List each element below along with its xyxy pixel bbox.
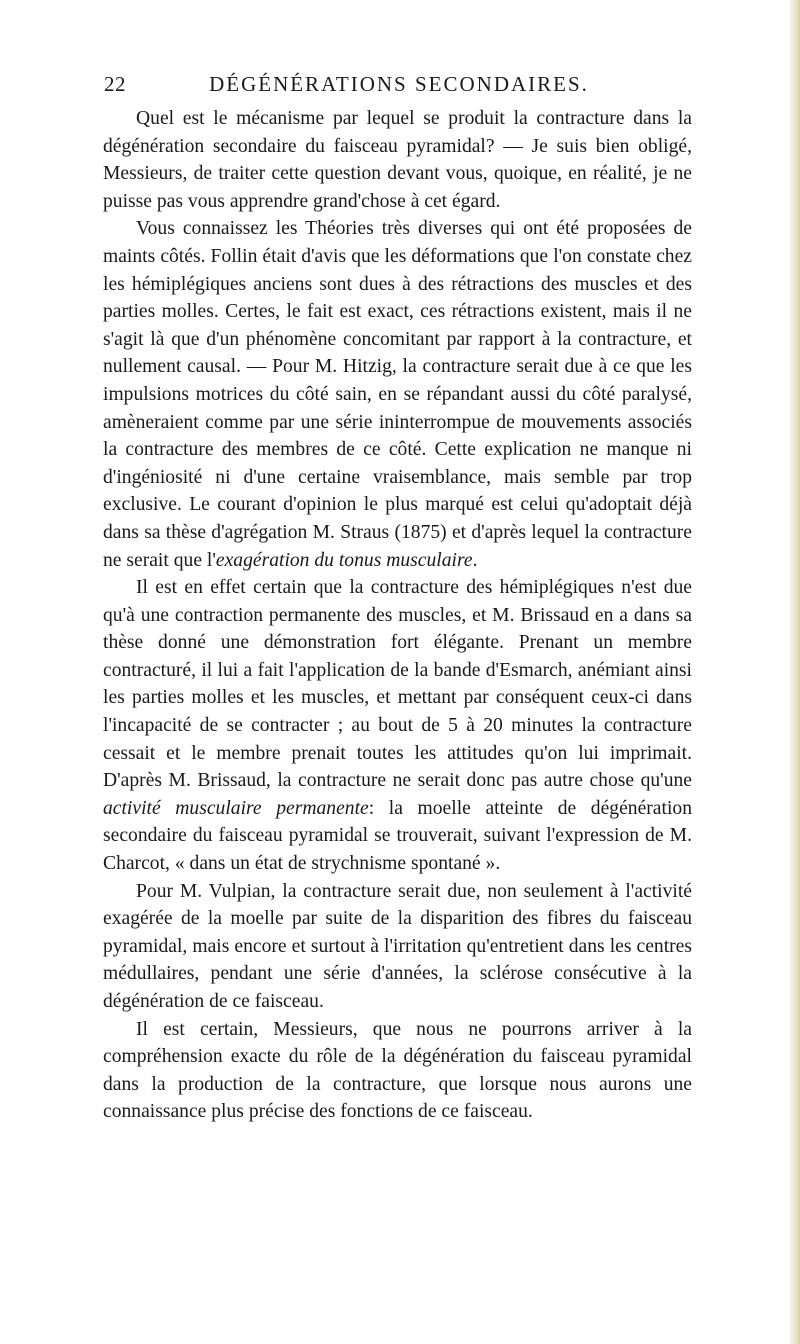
paragraph-3: [103, 574, 692, 878]
paragraph-text-end: .: [472, 549, 478, 571]
paragraph-text: Il est en effet certain que la contracture des hémiplégiques n'est due qu'à une contraction permanente des muscles, et M. Brissaud en a dans sa thèse donné une démonstration fort élégante. Prenant un membre contracturé, il lui a fait l'application de la bande d'Esmarch, anémiant ainsi les parties molles et les muscles, et mettant par conséquent ceux-ci dans l'incapacité de se contracter ; au bout de 5 à 20 minutes la contracture cessait et le membre prenait toutes les attitudes qu'on lui imprimait. D'après M. Brissaud, la contracture ne serait donc pas autre chose qu'une: [103, 577, 692, 792]
body-text: [103, 105, 692, 1126]
running-title: DÉGÉNÉRATIONS SECONDAIRES.: [209, 72, 589, 96]
paragraph-5: [103, 1016, 692, 1126]
page-edge-discoloration: [790, 0, 800, 1344]
italic-phrase: activité musculaire permanente: [103, 797, 369, 819]
paragraph-1: [103, 105, 692, 215]
paragraph-text: Quel est le mécanisme par lequel se produit la contracture dans la dégénération secondaire du faisceau pyramidal? — Je suis bien obligé, Messieurs, de traiter cette question devant vous, quoique, en réalité, je ne puisse pas vous apprendre grand'chose à cet égard.: [103, 108, 692, 212]
paragraph-text: Vous connaissez les Théories très diverses qui ont été proposées de maints côtés. Follin était d'avis que les déformations que l'on constate chez les hémiplégiques anciens sont dues à des rétractions des muscles et des parties molles. Certes, le fait est exact, ces rétractions existent, mais il ne s'agit là que d'un phénomène concomitant par rapport à la contracture, et nullement causal. — Pour M. Hitzig, la contracture serait due à ce que les impulsions motrices du côté sain, en se répandant aussi du côté paralysé, amèneraient comme par une série ininterrompue de mouvements associés la contracture des membres de ce côté. Cette explication ne manque ni d'ingéniosité ni d'une certaine vraisemblance, mais semble par trop exclusive. Le courant d'opinion le plus marqué est celui qu'adoptait déjà dans sa thèse d'agrégation M. Straus (1875) et d'après lequel la contracture ne serait que l': [103, 218, 692, 571]
page-header: [104, 72, 664, 106]
paragraph-text: Pour M. Vulpian, la contracture serait due, non seulement à l'activité exagérée de la moelle par suite de la disparition des fibres du faisceau pyramidal, mais encore et surtout à l'irritation qu'entretient dans les centres médullaires, pendant une série d'années, la sclérose consécutive à la dégénération de ce faisceau.: [103, 880, 692, 1012]
paragraph-4: [103, 878, 692, 1016]
page-number: 22: [104, 72, 126, 96]
italic-phrase: exagération du tonus musculaire: [215, 549, 473, 571]
paragraph-text: Il est certain, Messieurs, que nous ne pourrons arriver à la compréhension exacte du rôle de la dégénération du faisceau pyramidal dans la production de la contracture, que lorsque nous aurons une connaissance plus précise des fonctions de ce faisceau.: [103, 1018, 692, 1123]
paragraph-text-end: : la moelle atteinte de dégénération secondaire du faisceau pyramidal se trouverait, suivant l'expression de M. Charcot, « dans un état de strychnisme spontané ».: [103, 797, 692, 875]
paragraph-2: [103, 215, 692, 574]
